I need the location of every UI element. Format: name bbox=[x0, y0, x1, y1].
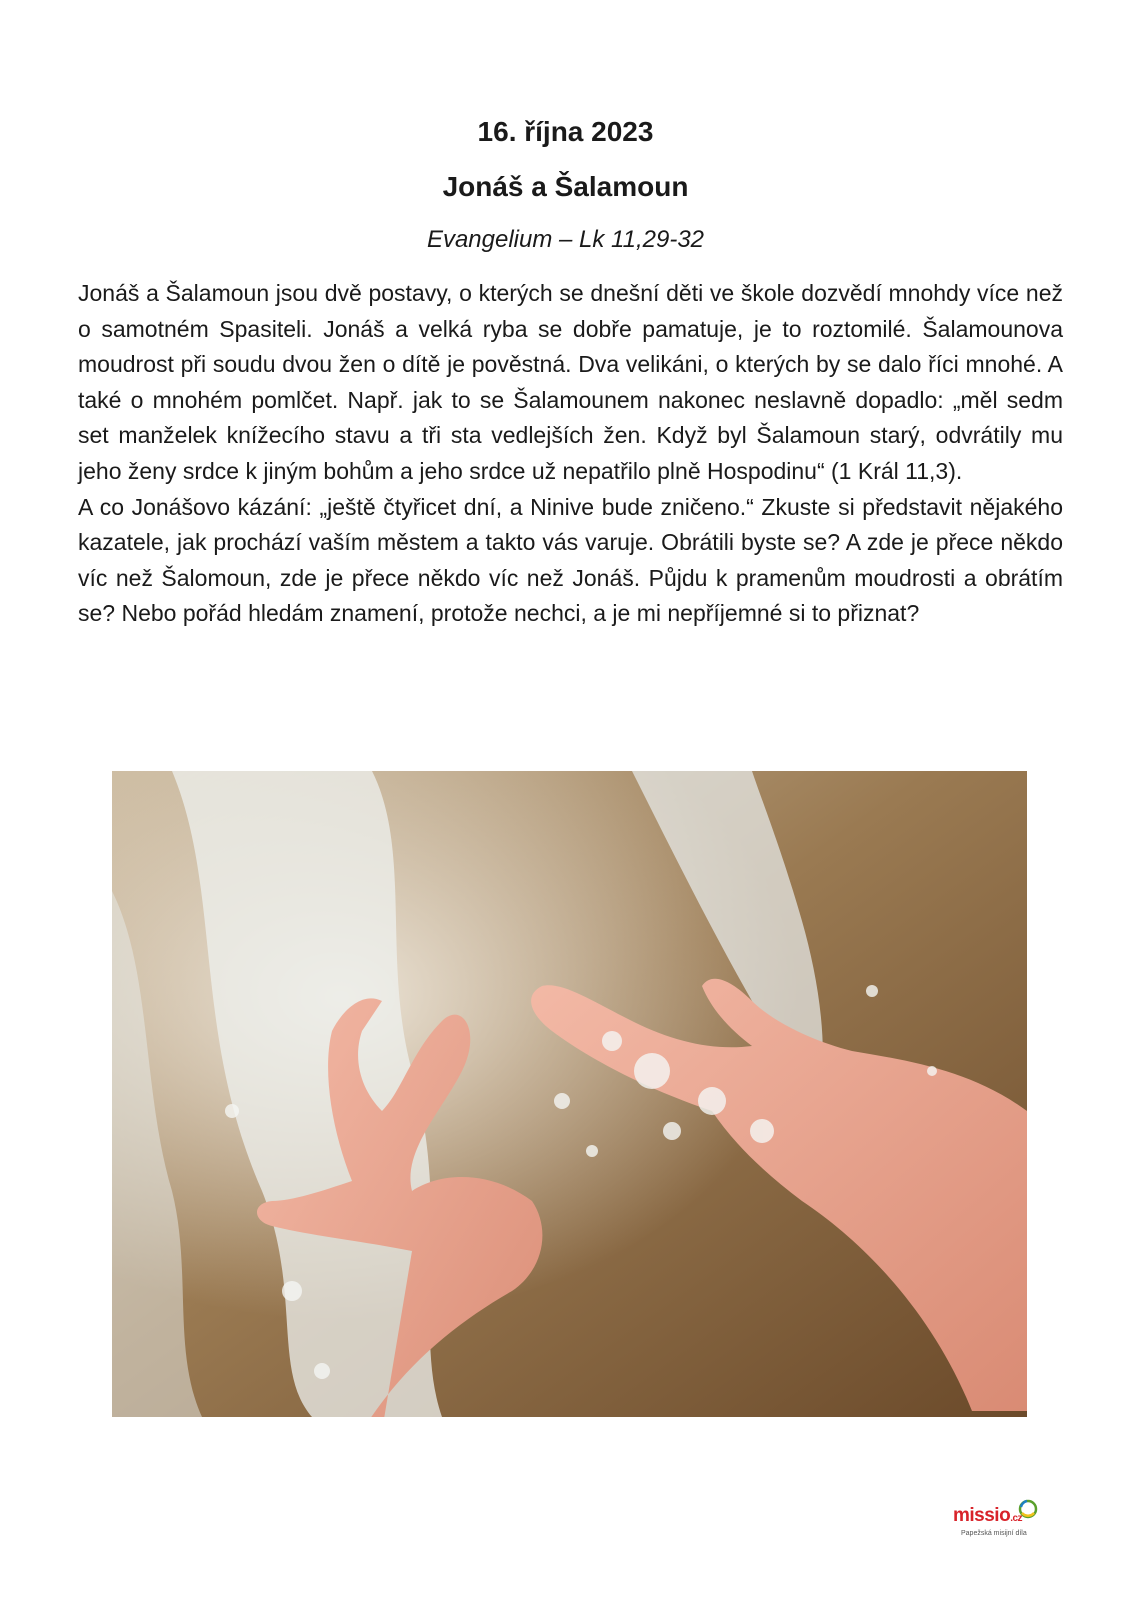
logo-wordmark: missio.cz bbox=[953, 1505, 1023, 1526]
paragraph: Jonáš a Šalamoun jsou dvě postavy, o kterých se dnešní děti ve škole dozvědí mnohdy více než o samotném Spasiteli. Jonáš a velká ryba se dobře pamatuje, je to roztomilé. Šalamounova moudrost při soudu dvou žen o dítě je pověstná. Dva velikáni, o kterých by se dalo říci mnohé. A také o mnohém pomlčet. Např. jak to se Šalamounem nakonec neslavně dopadlo: „měl sedm set manželek knížecího stavu a tři sta vedlejších žen. Když byl Šalamoun starý, odvrátily mu jeho ženy srdce k jiným bohům a jeho srdce už nepatřilo plně Hospodinu“ (1 Král 11,3). bbox=[78, 280, 1063, 484]
missio-logo bbox=[953, 1499, 1043, 1543]
gospel-reference: Evangelium – Lk 11,29-32 bbox=[426, 226, 705, 253]
paragraph: A co Jonášovo kázání: „ještě čtyřicet dní, a Ninive bude zničeno.“ Zkuste si představit nějakého kazatele, jak prochází vaším městem a takto vás varuje. Obrátili byste se? A zde je přece někdo víc než Šalomoun, zde je přece někdo víc než Jonáš. Půjdu k pramenům moudrosti a obrátím se? Nebo pořád hledám znamení, protože nechci, a je mi nepříjemné si to přiznat? bbox=[78, 493, 1063, 627]
logo-tagline: Papežská misijní díla bbox=[961, 1530, 1027, 1537]
reflection-text bbox=[78, 276, 1063, 632]
document-date: 16. října 2023 bbox=[477, 116, 654, 147]
document-title: Jonáš a Šalamoun bbox=[442, 171, 689, 202]
water-hands-illustration bbox=[112, 771, 1027, 1417]
photo-hands-in-water bbox=[112, 771, 1027, 1417]
globe-icon bbox=[1018, 1499, 1038, 1519]
